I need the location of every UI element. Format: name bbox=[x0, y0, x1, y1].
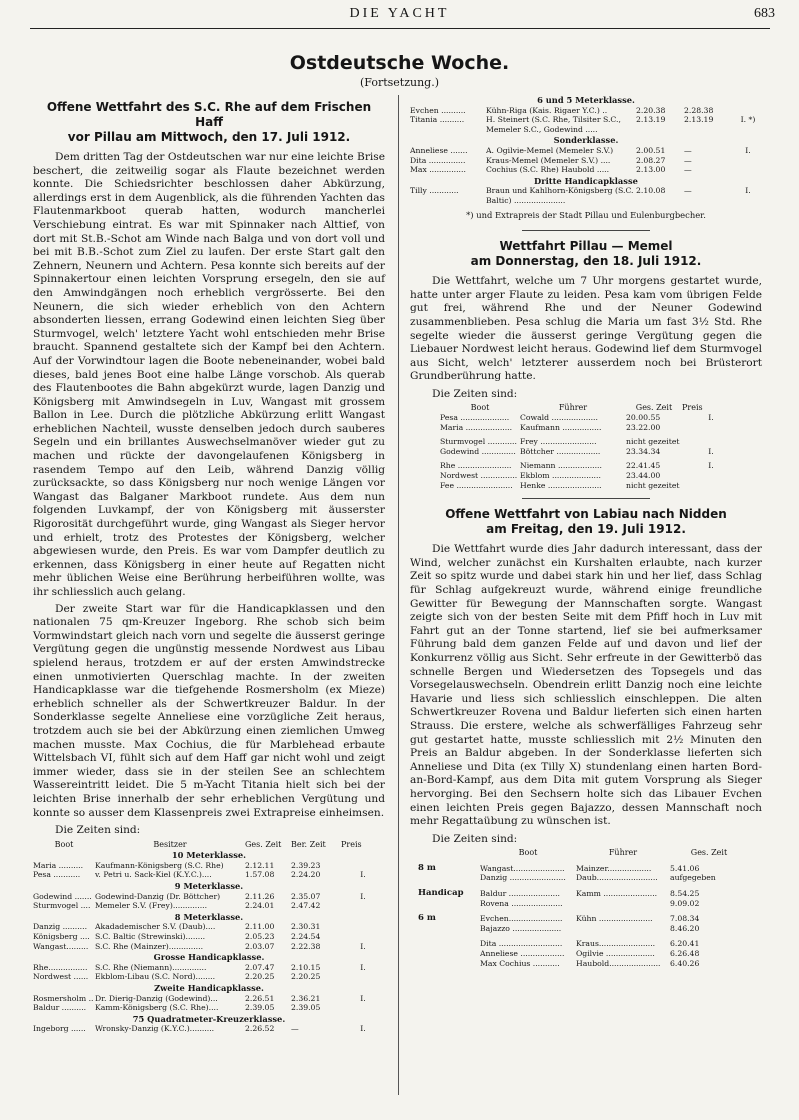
table-cell: Führer bbox=[608, 848, 638, 858]
column-divider bbox=[398, 95, 399, 1095]
results-intro: Die Zeiten sind: bbox=[55, 824, 141, 837]
class-label bbox=[418, 949, 480, 959]
table-cell: I. bbox=[745, 145, 751, 155]
class-label bbox=[418, 939, 480, 949]
section-heading-pillau-memel: Wettfahrt Pillau — Memel am Donnerstag, den 18. Juli 1912. bbox=[470, 239, 702, 269]
table-cell: Dita .......................... bbox=[480, 939, 563, 949]
table-header-row bbox=[33, 840, 385, 850]
table-cell: 2.22.38 bbox=[291, 941, 321, 951]
table-cell: 2.26.52 bbox=[245, 1024, 275, 1034]
table-cell: Ges. Zeit bbox=[690, 848, 728, 858]
class-heading-row bbox=[410, 134, 762, 146]
table-cell: 6.40.26 bbox=[670, 958, 700, 968]
table-cell: 2.12.11 bbox=[245, 860, 275, 870]
table-cell: 2.24.01 bbox=[245, 901, 275, 911]
section-rule bbox=[522, 230, 650, 231]
table-cell bbox=[682, 423, 740, 433]
table-row bbox=[33, 972, 385, 982]
table-cell: I. bbox=[708, 461, 714, 471]
table-cell: Maria .......... bbox=[33, 860, 84, 870]
class-label bbox=[418, 959, 480, 969]
table-cell: 2.13.00 bbox=[636, 165, 666, 175]
table-cell: Pesa ........... bbox=[33, 870, 81, 880]
table-row bbox=[440, 413, 740, 423]
table-cell: Preis bbox=[682, 403, 703, 413]
table-cell: Kraus....................... bbox=[576, 939, 656, 949]
table-cell: 22.41.45 bbox=[626, 461, 661, 471]
table-cell bbox=[341, 901, 385, 911]
class-heading-row bbox=[33, 1013, 385, 1025]
table-cell: Kraus-Memel (Memeler S.V.) .... bbox=[486, 155, 611, 165]
table-cell: I. bbox=[360, 1024, 366, 1034]
article-title: Ostdeutsche Woche. bbox=[289, 52, 510, 74]
table-cell: Böttcher .................. bbox=[520, 446, 601, 456]
table-row bbox=[410, 115, 762, 134]
table-cell: 2.00.51 bbox=[636, 145, 666, 155]
table-cell: Kühn ...................... bbox=[576, 914, 653, 924]
table-row bbox=[418, 924, 748, 934]
table-cell: 2.26.51 bbox=[245, 993, 275, 1003]
class-heading-row bbox=[410, 94, 762, 106]
footnote: *) und Extrapreis der Stadt Pillau und Eulenburgbecher. bbox=[466, 209, 706, 220]
table-cell: 6.26.48 bbox=[670, 949, 700, 959]
class-heading-row bbox=[410, 175, 762, 187]
table-cell: Baldur ..................... bbox=[480, 889, 560, 899]
table-cell: 7.08.34 bbox=[670, 914, 700, 924]
table-cell bbox=[734, 106, 762, 116]
table-cell: Führer bbox=[558, 403, 588, 413]
table-cell: Daub......................... bbox=[576, 873, 658, 883]
results-table-continued bbox=[410, 94, 762, 206]
table-row bbox=[33, 922, 385, 932]
table-row bbox=[418, 889, 748, 899]
table-cell bbox=[734, 156, 762, 166]
table-cell: Braun und Kahlhorn-Königsberg (S.C. Baltic) ..................... bbox=[486, 186, 634, 205]
table-cell: 2.13.19 bbox=[684, 115, 714, 125]
table-cell: nicht gezeitet bbox=[626, 480, 680, 490]
table-row bbox=[418, 914, 748, 924]
table-row bbox=[440, 471, 740, 481]
section-heading-rhe: Offene Wettfahrt des S.C. Rhe auf dem Frischen Haff vor Pillau am Mittwoch, den 17. Juli 1912. bbox=[46, 100, 372, 144]
table-cell: Rhe................ bbox=[33, 962, 88, 972]
table-row bbox=[410, 106, 762, 116]
table-cell: Dr. Dierig-Danzig (Godewind)... bbox=[95, 993, 218, 1003]
table-cell: — bbox=[684, 145, 692, 155]
table-cell: 2.28.38 bbox=[684, 105, 714, 115]
table-cell: Fee ....................... bbox=[440, 480, 513, 490]
table-cell: Sturmvogel ............ bbox=[440, 437, 517, 447]
class-label bbox=[418, 899, 480, 909]
table-cell: 8 Meterklasse. bbox=[174, 911, 244, 922]
table-row bbox=[33, 994, 385, 1004]
table-cell: 23.22.00 bbox=[626, 422, 661, 432]
table-cell bbox=[341, 1003, 385, 1013]
table-cell: I. bbox=[360, 962, 366, 972]
table-cell: 2.11.00 bbox=[245, 922, 275, 932]
table-cell: Haubold..................... bbox=[576, 958, 661, 968]
table-cell: 2.39.05 bbox=[291, 1003, 321, 1013]
table-cell: — bbox=[684, 165, 692, 175]
table-cell: 2.39.23 bbox=[291, 860, 321, 870]
table-row bbox=[418, 899, 748, 909]
table-cell: Bajazzo .................... bbox=[480, 923, 562, 933]
table-cell: S.C. Rhe (Mainzer).............. bbox=[95, 941, 204, 951]
table-cell: 2.11.26 bbox=[245, 891, 275, 901]
table-cell: A. Ogilvie-Memel (Memeler S.V.) bbox=[486, 145, 614, 155]
table-cell: Max Cochius ........... bbox=[480, 958, 560, 968]
table-cell: 6.20.41 bbox=[670, 939, 700, 949]
class-label bbox=[418, 924, 480, 934]
class-label: Handicap bbox=[418, 889, 464, 899]
table-cell: 2.24.20 bbox=[291, 870, 321, 880]
table-row bbox=[33, 892, 385, 902]
table-cell: Rhe ...................... bbox=[440, 461, 512, 471]
class-label bbox=[418, 873, 480, 883]
table-cell: Niemann .................. bbox=[520, 461, 602, 471]
table-cell: Ges. Zeit bbox=[635, 403, 673, 413]
table-cell: Sturmvogel .... bbox=[33, 901, 91, 911]
table-cell: S.C. Baltic (Strewinski)........ bbox=[95, 932, 206, 942]
table-cell: Anneliese .................. bbox=[480, 949, 565, 959]
table-cell: I. bbox=[360, 941, 366, 951]
table-cell: v. Petri u. Sack-Kiel (K.Y.C.).... bbox=[95, 870, 212, 880]
table-cell: 2.08.27 bbox=[636, 155, 666, 165]
table-cell: 1.57.08 bbox=[245, 870, 275, 880]
class-heading-row bbox=[33, 982, 385, 994]
table-cell: I. *) bbox=[740, 115, 756, 125]
table-cell: nicht gezeitet bbox=[626, 437, 680, 447]
table-cell: Godewind ....... bbox=[33, 891, 92, 901]
table-cell: 2.36.21 bbox=[291, 993, 321, 1003]
table-cell: Kühn-Riga (Kais. Rigaer Y.C.) .. bbox=[486, 105, 608, 115]
table-cell: Evchen .......... bbox=[410, 105, 466, 115]
table-cell: 23.44.00 bbox=[626, 471, 661, 481]
table-cell: Preis bbox=[341, 839, 362, 849]
page-number: 683 bbox=[754, 6, 775, 21]
table-cell: 23.34.34 bbox=[626, 446, 661, 456]
table-row bbox=[440, 423, 740, 433]
table-cell: 2.07.47 bbox=[245, 962, 275, 972]
class-label: 6 m bbox=[418, 914, 436, 924]
table-row bbox=[440, 481, 740, 491]
table-row bbox=[33, 942, 385, 952]
table-cell bbox=[341, 932, 385, 942]
table-cell: Nordwest ............... bbox=[440, 471, 518, 481]
table-cell: 2.20.25 bbox=[245, 972, 275, 982]
table-cell: S.C. Rhe (Niemann).............. bbox=[95, 962, 207, 972]
table-cell: I. bbox=[708, 413, 714, 423]
table-row bbox=[33, 1003, 385, 1013]
table-row bbox=[418, 959, 748, 969]
right-column bbox=[410, 94, 762, 968]
table-cell bbox=[682, 471, 740, 481]
header-rule bbox=[30, 28, 770, 29]
table-cell bbox=[682, 481, 740, 491]
table-cell: Zweite Handicapklasse. bbox=[154, 983, 264, 993]
table-row bbox=[440, 461, 740, 471]
table-cell: Rovena ..................... bbox=[480, 898, 563, 908]
table-cell: Kaufmann-Königsberg (S.C. Rhe) bbox=[95, 860, 224, 870]
class-heading-row bbox=[33, 951, 385, 963]
class-heading-row bbox=[33, 880, 385, 892]
table-row bbox=[33, 1024, 385, 1034]
table-cell: Boot bbox=[470, 403, 490, 413]
table-row bbox=[440, 437, 740, 447]
table-cell: 2.10.15 bbox=[291, 962, 321, 972]
table-cell: Wangast......... bbox=[33, 941, 89, 951]
table-row bbox=[410, 146, 762, 156]
table-cell: aufgegeben bbox=[670, 873, 716, 883]
table-cell: Akadademischer S.V. (Daub).... bbox=[95, 922, 216, 932]
table-cell: 5.41.06 bbox=[670, 863, 700, 873]
table-cell: Maria ................... bbox=[440, 422, 513, 432]
table-cell: Danzig .......... bbox=[33, 922, 88, 932]
table-row bbox=[418, 939, 748, 949]
table-cell bbox=[341, 922, 385, 932]
table-cell: I. bbox=[360, 993, 366, 1003]
section-heading-labiau-nidden: Offene Wettfahrt von Labiau nach Nidden am Freitag, den 19. Juli 1912. bbox=[445, 507, 727, 537]
table-cell: Evchen...................... bbox=[480, 914, 563, 924]
table-cell: Baldur .......... bbox=[33, 1003, 87, 1013]
table-cell: 9 Meterklasse. bbox=[174, 881, 244, 892]
running-header bbox=[0, 6, 799, 28]
table-cell: Wangast..................... bbox=[480, 863, 565, 873]
table-cell: Danzig ....................... bbox=[480, 873, 566, 883]
table-row bbox=[440, 447, 740, 457]
table-cell: Kamm-Königsberg (S.C. Rhe).... bbox=[95, 1003, 219, 1013]
table-cell: I. bbox=[745, 186, 751, 196]
table-row bbox=[33, 870, 385, 880]
table-cell bbox=[682, 437, 740, 447]
table-cell: Ekblom .................... bbox=[520, 471, 601, 481]
table-cell: 9.09.02 bbox=[670, 898, 700, 908]
table-row bbox=[33, 861, 385, 871]
table-cell bbox=[576, 924, 670, 934]
table-cell: Anneliese ....... bbox=[410, 145, 468, 155]
table-cell: Titania .......... bbox=[410, 115, 465, 125]
class-heading-row bbox=[33, 911, 385, 923]
paragraph: Die Wettfahrt wurde dies Jahr dadurch interessant, dass der Wind, welcher zunächst ein Kurshalten erlaubte, nach kurzer Zeit so spitz wurde und dabei stark hin und her lief, dass Schlag für Schlag aufgekreuzt wurde, während einige freundliche Gewitter für Bewegung der Mannschaften sorgte. Wangast zeigte sich von der besten Seite mit dem Pfiff hoch in Luv mit Fahrt gut an der Tonne startend, lief sie bei aufmerksamer Führung bald dem ganzen Felde auf und davon und lief der Konkurrenz völlig aus Sicht. Sehr erfreute in der Gewitterbö das schnelle Bergen und Wiedersetzen des Topsegels und das Vorsegelauswechseln. Obendrein erlitt Danzig noch eine leichte Havarie und liess sich schliesslich einschleppen. Die alten Schwertkreuzer Rovena und Baldur lieferten sich einen harten Strauss. Die erstere, welche als schwerfälliges Fahrzeug sehr gut gestartet hatte, musste schliesslich mit 2½ Minuten den Preis an Baldur abgeben. In der Sonderklasse lieferten sich Anneliese und Dita (ex Tilly X) stundenlang einen harten Bord-an-Bord-Kampf, aus dem Dita mit gutem Vorsprung als Sieger hervorging. Bei den Sechsern holte sich das Libauer Evchen einen leichten Preis gegen Bajazzo, dessen Mannschaft noch mehr Regattaübung zu wünschen ist. bbox=[410, 543, 762, 828]
table-cell: 2.13.19 bbox=[636, 115, 666, 125]
table-cell: Nordwest ...... bbox=[33, 972, 89, 982]
table-row bbox=[418, 873, 748, 883]
table-row bbox=[410, 156, 762, 166]
table-cell: 8.46.20 bbox=[670, 923, 700, 933]
table-cell: 6 und 5 Meterklasse. bbox=[537, 95, 635, 105]
table-cell: 20.00.55 bbox=[626, 413, 661, 423]
table-row bbox=[418, 864, 748, 874]
table-cell: 2.47.42 bbox=[291, 901, 321, 911]
table-cell: Dritte Handicapklasse bbox=[534, 175, 638, 186]
table-cell bbox=[341, 972, 385, 982]
table-cell bbox=[418, 848, 480, 858]
table-cell: Max ............... bbox=[410, 165, 466, 175]
table-cell: Frey ....................... bbox=[520, 437, 597, 447]
class-label: 8 m bbox=[418, 863, 436, 873]
table-cell: 2.05.23 bbox=[245, 932, 275, 942]
table-header-row bbox=[418, 848, 748, 858]
table-cell: Tilly ............ bbox=[410, 186, 459, 196]
table-cell: Kaufmann ................ bbox=[520, 422, 602, 432]
paragraph: Die Wettfahrt, welche um 7 Uhr morgens gestartet wurde, hatte unter arger Flaute zu leiden. Pesa kam vom übrigen Felde gut frei, während Rhe und der Neuner Godewind zusammenblieben. Pesa schlug die Maria um fast 3½ Std. Rhe segelte wieder die äusserst geringe Vergütung gegen die Liebauer Nordwest leicht heraus. Godewind lief dem Sturmvogel aus Sicht, welch' letzterer ausserdem noch bei Brüsterort Grundberührung hatte. bbox=[410, 275, 762, 383]
table-cell: Cochius (S.C. Rhe) Haubold ..... bbox=[486, 165, 610, 175]
table-cell: Memeler S.V. (Frey).............. bbox=[95, 901, 208, 911]
table-row bbox=[33, 901, 385, 911]
table-cell bbox=[341, 861, 385, 871]
results-intro: Die Zeiten sind: bbox=[432, 387, 518, 400]
table-cell: 2.10.08 bbox=[636, 186, 666, 196]
table-cell: Cowald ................... bbox=[520, 413, 598, 423]
section-rule bbox=[522, 498, 650, 499]
table-cell: Pesa .................... bbox=[440, 413, 510, 423]
table-header-row bbox=[440, 403, 740, 413]
table-cell: I. bbox=[708, 446, 714, 456]
results-table-labiau-nidden bbox=[418, 848, 748, 968]
table-row bbox=[33, 963, 385, 973]
magazine-title: DIE YACHT bbox=[349, 6, 450, 21]
table-row bbox=[418, 949, 748, 959]
paragraph: Der zweite Start war für die Handicapklassen und den nationalen 75 qm-Kreuzer Ingeborg. Rhe schob sich beim Vormwindstart gleich nach vorn und segelte die äusserst geringe Vergütung gegen die ungünstig messende Nordwest aus Libau spielend heraus, trotzdem er auf der ersten Amwindstrecke einen unmotivierten Querschlag machte. In der zweiten Handicapklasse war die tiefgehende Rosmersholm (ex Mieze) erheblich schneller als der Schwertkreuzer Baldur. In der Sonderklasse segelte Anneliese eine vorzügliche Zeit heraus, trotzdem auch sie bei der Abkürzung einen ziemlichen Umweg machen musste. Max Cochius, die für Marblehead erbaute Wittelsbach VI, fühlt sich auf dem Haff gar nicht wohl und zeigt immer wieder, dass sie in der steilen See an schlechtem Wassereintritt leidet. Die 5 m-Yacht Titania hielt sich bei der leichten Brise innerhalb der sehr erheblichen Vergütung und konnte so ausser dem Klassenpreis zwei Extrapreise einheimsen. bbox=[33, 602, 385, 819]
table-cell: I. bbox=[360, 891, 366, 901]
table-cell: Boot bbox=[54, 839, 74, 849]
table-row bbox=[33, 932, 385, 942]
table-cell: 10 Meterklasse. bbox=[171, 850, 247, 861]
table-cell: Sonderklasse. bbox=[553, 135, 619, 146]
table-cell: Ogilvie .................... bbox=[576, 949, 655, 959]
table-cell: Godewind-Danzig (Dr. Böttcher) bbox=[95, 891, 221, 901]
article-subtitle: (Fortsetzung.) bbox=[360, 76, 439, 89]
table-row bbox=[410, 186, 762, 205]
table-cell: — bbox=[684, 155, 692, 165]
paragraph: Dem dritten Tag der Ostdeutschen war nur eine leichte Brise beschert, die zeitweilig sogar als Flaute bezeichnet werden konnte. Die Schiedsrichter beschlossen daher Abkürzung, allerdings erst in dem Augenblick, als die führenden Yachten das Flautenmarkboot querab hatten, wodurch mancherlei Verschiebung eintrat. Es war mit Spinnaker nach Alttief, von dort mit St.B.-Schot am Winde nach Balga und von dort voll und bei mit B.B.-Schot zum Ziel zu laufen. Der erste Start galt den Zehnern, Neunern und Achtern. Pesa konnte sich bereits auf der Spinnakertour einen leichten Vorsprung ersegeln, den sie auf den Amwindgängen noch erheblich vergrösserte. Bei den Neunern, die sich wieder erheblich von den Achtern absonderten liessen, errang Godewind einen leichten Sieg über Sturmvogel, welch' letztere Yacht wohl entschieden mehr Brise braucht. Spannend gestaltete sich der Kampf bei den Achtern. Auf der Vorwindtour lagen die Boote nebeneinander, wobei bald dieses, bald jenes Boot eine halbe Länge vorschob. Als querab des Flautenbootes die Bahn abgekürzt wurde, lagen Danzig und Königsberg mit Amwindsegeln in Luv, Wangast mit grossem Ballon in Lee. Durch die plötzliche Abkürzung erlitt Wangast erheblichen Nachteil, wusste denselben jedoch durch sauberes Segeln und ein brillantes Auswechselmanöver wieder gut zu machen und rückte der davongelaufenen Königsberg in rasendem Tempo auf den Leib, während Danzig völlig zurücksackte, so dass Königsberg nur noch wenige Längen vor Wangast das Balganer Markboot rundete. Aus dem nun folgenden Luvkampf, der von Königsberg mit äusserster Rigorosität durchgeführt wurde, ging Wangast als Sieger hervor und erhielt, trotz des Protestes der Königsberg, welcher abgewiesen wurde, den Preis. Es war vom Dampfer deutlich zu erkennen, dass Königsberg in einer heute auf Regatten nicht mehr üblichen Weise eine Berührung herbeiführen wollte, was ihr schliesslich auch gelang. bbox=[33, 151, 385, 598]
table-cell: Königsberg .... bbox=[33, 932, 90, 942]
table-cell: 2.03.07 bbox=[245, 941, 275, 951]
results-intro: Die Zeiten sind: bbox=[432, 832, 518, 845]
table-cell: 2.24.54 bbox=[291, 932, 321, 942]
table-cell: Rosmersholm .. bbox=[33, 993, 94, 1003]
table-cell bbox=[576, 899, 670, 909]
table-cell: Ekblom-Libau (S.C. Nord)........ bbox=[95, 972, 216, 982]
table-cell: 2.20.38 bbox=[636, 105, 666, 115]
left-column bbox=[33, 94, 385, 1034]
table-cell: — bbox=[291, 1024, 299, 1034]
table-cell bbox=[734, 165, 762, 175]
table-cell: Ingeborg ...... bbox=[33, 1024, 86, 1034]
table-cell: Godewind .............. bbox=[440, 446, 516, 456]
results-table-rhe bbox=[33, 840, 385, 1034]
table-cell: 2.39.05 bbox=[245, 1003, 275, 1013]
table-cell: 2.30.31 bbox=[291, 922, 321, 932]
table-cell: I. bbox=[360, 870, 366, 880]
table-cell: Grosse Handicapklasse. bbox=[153, 952, 265, 963]
table-cell: H. Steinert (S.C. Rhe, Tilsiter S.C., Memeler S.C., Godewind ..... bbox=[486, 115, 621, 134]
table-cell: Boot bbox=[518, 848, 538, 858]
table-cell: Wronsky-Danzig (K.Y.C.).......... bbox=[95, 1024, 215, 1034]
results-table-pillau-memel bbox=[440, 403, 740, 490]
table-cell: Besitzer bbox=[153, 839, 187, 849]
table-cell: 8.54.25 bbox=[670, 889, 700, 899]
table-cell: 75 Quadratmeter-Kreuzerklasse. bbox=[132, 1013, 286, 1024]
table-row bbox=[410, 165, 762, 175]
table-cell: Kamm ...................... bbox=[576, 889, 658, 899]
table-cell: Mainzer.................. bbox=[576, 863, 652, 873]
table-cell: 2.35.07 bbox=[291, 891, 321, 901]
table-cell: Dita ............... bbox=[410, 155, 466, 165]
table-cell: Ges. Zeit bbox=[245, 839, 282, 849]
table-cell: Ber. Zeit bbox=[291, 839, 326, 849]
class-heading-row bbox=[33, 849, 385, 861]
table-cell: 2.20.25 bbox=[291, 972, 321, 982]
table-cell: Henke ...................... bbox=[520, 480, 602, 490]
table-cell: — bbox=[684, 186, 692, 196]
